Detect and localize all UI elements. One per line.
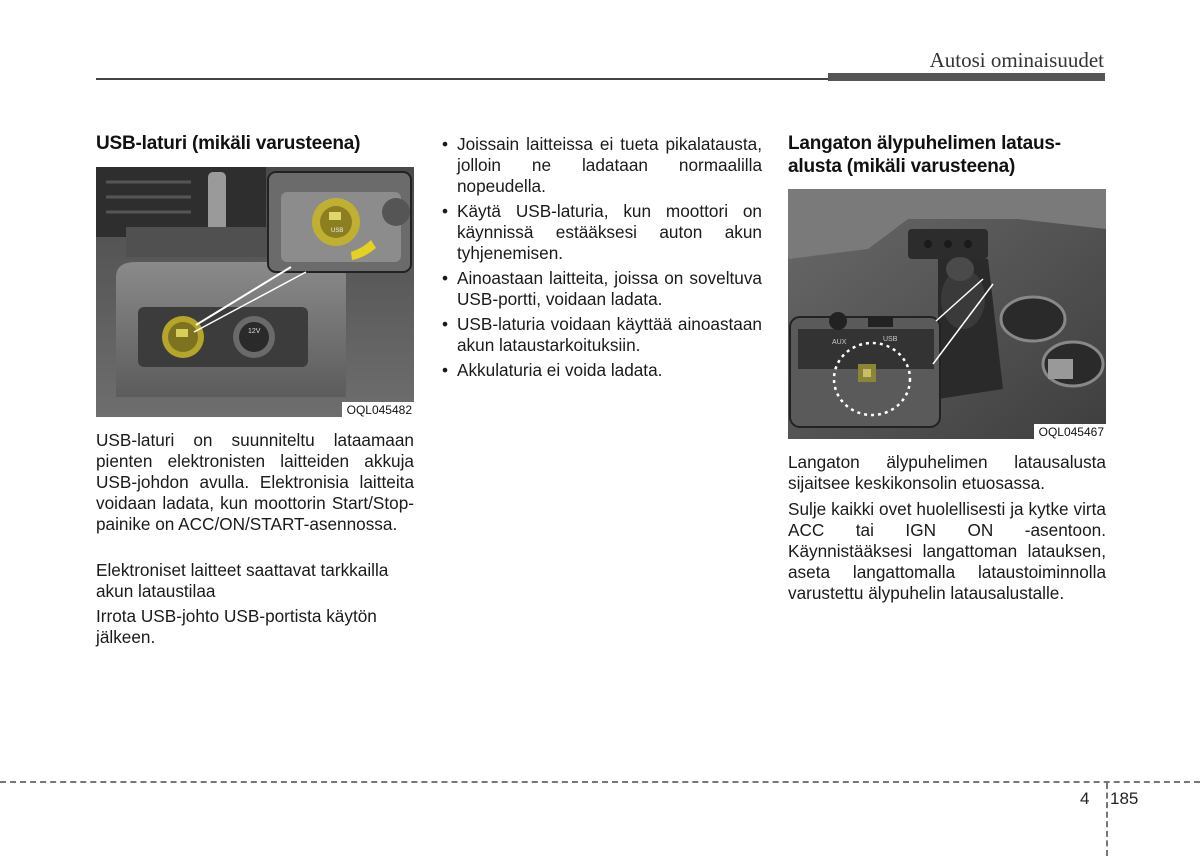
wireless-charger-heading (788, 132, 1108, 178)
footer-rule (0, 781, 1200, 783)
usb-charger-heading: USB-laturi (mikäli varusteena) (96, 133, 361, 154)
usb-charger-figure (96, 167, 414, 417)
usb-label: USB (883, 336, 898, 343)
wireless-charger-figure (788, 189, 1106, 439)
usb-unplug-paragraph: Irrota USB-johto USB-portista käytön jälkeen. (96, 606, 377, 647)
figure-code: OQL045467 (1034, 424, 1106, 439)
list-item (440, 201, 762, 264)
list-item-text: Käytä USB-laturia, kun moottori on käynnissä estääksesi auton akun tyhjenemisen. (457, 201, 762, 263)
list-item-text: Akkulaturia ei voida ladata. (457, 360, 663, 380)
chapter-number: 4 (1080, 789, 1090, 808)
figure-code: OQL045482 (342, 402, 414, 417)
usb-notes-list (440, 134, 762, 385)
header-rule-accent (828, 73, 1105, 81)
bullet-icon: • (442, 360, 449, 380)
bullet-icon: • (442, 268, 449, 288)
section-title: Autosi ominaisuudet (929, 48, 1104, 72)
bullet-icon: • (442, 134, 449, 154)
usb-port-label: USB (331, 228, 344, 234)
bullet-icon: • (442, 314, 449, 334)
usb-intro-paragraph: USB-laturi on suunniteltu lataamaan pienten elektronisten laitteiden akkuja USB-johdon avulla. Elektronisia laitteita voidaan ladata, kun moottorin Start/Stop-painike on ACC/ON/START-asennossa. (96, 430, 414, 534)
aux-label: AUX (832, 339, 847, 346)
usb-monitoring-paragraph: Elektroniset laitteet saattavat tarkkailla akun lataustilaa (96, 560, 389, 601)
wireless-usage-paragraph: Sulje kaikki ovet huolellisesti ja kytke virta ACC tai IGN ON -asentoon. Käynnistääksesi langattoman latauksen, aseta langattomalla lataustoiminnolla varustettu älypuhelin latausalustalle. (788, 499, 1106, 603)
usb-charger-illustration (96, 167, 414, 417)
list-item-text: Joissain laitteissa ei tueta pikalatausta, jolloin ne ladataan normaalilla nopeudella. (457, 134, 762, 196)
list-item (440, 314, 762, 356)
wireless-location-paragraph: Langaton älypuhelimen latausalusta sijaitsee keskikonsolin etuosassa. (788, 452, 1106, 493)
wireless-heading-line1: Langaton älypuhelimen lataus- (788, 133, 1061, 154)
page-number: 185 (1110, 789, 1139, 808)
footer-divider (1106, 783, 1108, 856)
socket-12v-label: 12V (248, 328, 261, 335)
list-item-text: Ainoastaan laitteita, joissa on soveltuva USB-portti, voidaan ladata. (457, 268, 762, 309)
header-rule (96, 78, 830, 80)
wireless-charger-illustration (788, 189, 1106, 439)
list-item (440, 360, 762, 381)
wireless-heading-line2: alusta (mikäli varusteena) (788, 156, 1016, 177)
list-item (440, 134, 762, 197)
list-item-text: USB-laturia voidaan käyttää ainoastaan akun lataustarkoituksiin. (457, 314, 762, 355)
list-item (440, 268, 762, 310)
bullet-icon: • (442, 201, 449, 221)
